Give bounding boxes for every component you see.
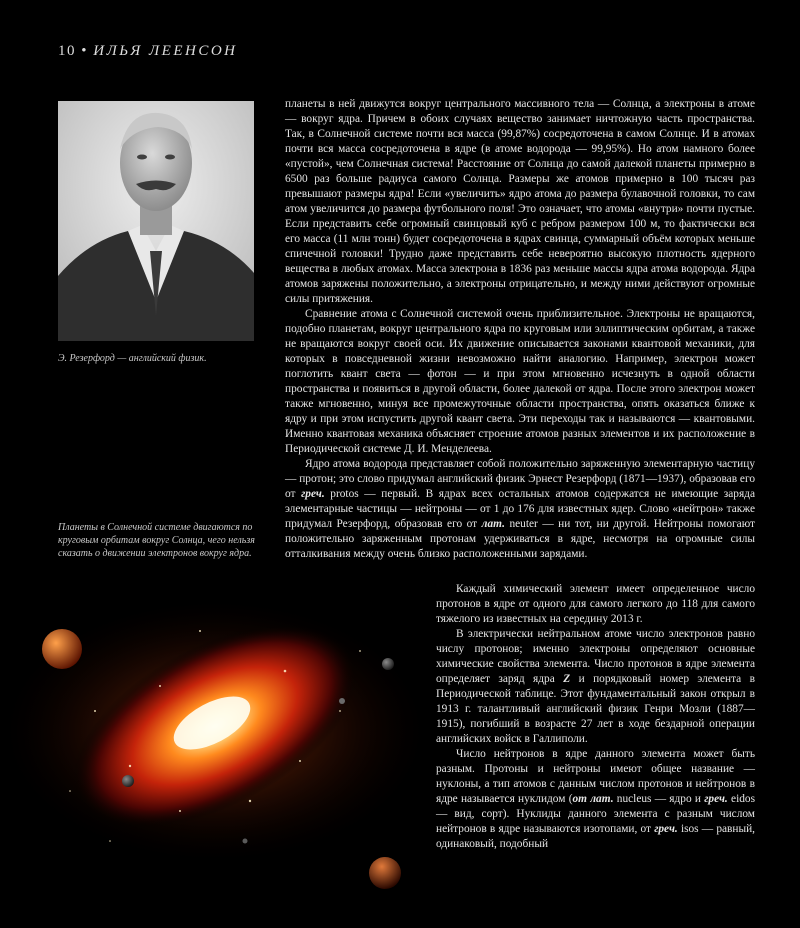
abbr-from-latin: от лат. — [572, 793, 614, 805]
rutherford-portrait — [58, 101, 254, 341]
abbr-latin: лат. — [481, 518, 505, 530]
paragraph: Число нейтронов в ядре данного элемента может быть разным. Протоны и нейтроны имеют общее название — нуклоны, а тип атомов с данным числом протонов и нейтронов в ядре называется нуклидом (от лат. nucleus — ядро и греч. eidos — вид, сорт). Нуклиды данного элемента с разным числом нейтронов в ядре называются изотопами, от греч. isos — равный, одинаковый, подобный — [436, 748, 755, 850]
galaxy-illustration — [0, 591, 420, 928]
paragraph: Ядро атома водорода представляет собой положительно заряженную элементарную частицу — протон; это слово придумал английский физик Эрнест Резерфорд (1871—1937), образовав его от греч. protos — первый. В ядрах всех остальных атомов содержатся не имеющие заряда элементарные частицы — нейтроны — от 1 до 176 для известных ядер. Слово «нейтрон» также придумал Резерфорд, образовав его от лат. neuter — ни тот, ни другой. Нейтроны помогают положительно заряженным протонам удерживаться в ядре, несмотря на огромные силы отталкивания между очень близко расположенными зарядами. — [285, 458, 756, 560]
portrait-caption: Э. Резерфорд — английский физик. — [58, 353, 207, 364]
header-separator: • — [81, 43, 89, 59]
author-name: ИЛЬЯ ЛЕЕНСОН — [93, 43, 238, 59]
main-text-column — [285, 97, 755, 562]
paragraph: В электрически нейтральном атоме число электронов равно числу протонов; именно электроны определяют основные химические свойства элемента. Число протонов в ядре элемента определяет заряд ядра Z и порядковый номер элемента в Периодической таблице. Этот фундаментальный закон открыл в 1913 г. талантливый английский физик Генри Мозли (1887—1915), погибший в возрасте 27 лет в ходе бездарной операции английских войск в Галлиполи. — [436, 628, 756, 745]
running-header — [58, 43, 238, 60]
symbol-z: Z — [563, 673, 571, 685]
page-number: 10 — [58, 43, 76, 59]
paragraph: Сравнение атома с Солнечной системой очень приблизительное. Электроны не вращаются, подобно планетам, вокруг центрального ядра по круговым или эллиптическим орбитам, а также не вращаются вокруг своей оси. Их движение описывается законами квантовой механики, для которых в повседневной жизни невозможно найти аналогию. Например, электрон может поглотить квант света — фотон — и при этом мгновенно исчезнуть в одной области пространства и появиться в другой области, более далекой от ядра. После этого электрон может также мгновенно, минуя все промежуточные области пространства, опять оказаться ближе к ядру и при этом испустить другой квант света. Эти переходы так и называются — квантовыми. Именно квантовая механика объясняет строение атомов разных элементов и их расположение в Периодической системе Д. И. Менделеева. — [285, 308, 755, 455]
abbr-greek: греч. — [301, 488, 325, 500]
galaxy-caption: Планеты в Солнечной системе двигаются по круговым орбитам вокруг Солнца, чего нельзя сказать о движении электронов вокруг ядра. — [58, 522, 255, 559]
abbr-greek: греч. — [654, 823, 678, 835]
narrow-text-column — [436, 582, 755, 852]
paragraph: Каждый химический элемент имеет определенное число протонов в ядре от одного для самого легкого до 118 для самого тяжелого из известных на середину 2013 г. — [436, 583, 755, 625]
paragraph: планеты в ней движутся вокруг центрального массивного тела — Солнца, а электроны в атоме — вокруг ядра. Причем в обоих случаях вещество занимает ничтожную часть пространства. Так, в Солнечной системе почти вся масса (99,87%) сосредоточена в самом Солнце. И в атомах почти вся масса сосредоточена в ядре (в атоме водорода — 99,95%). Но атом намного более «пустой», чем Солнечная система! Расстояние от Солнца до самой далекой планеты примерно в 6500 раз больше радиуса самого Солнца. Размеры же атомов примерно в 100 тысяч раз превышают размеры ядра! Если «увеличить» ядро атома до размера булавочной головки, то сам атом увеличится до размера футбольного поля! Это означает, что атомы «внутри» почти пустые. Если представить себе огромный свинцовый куб с ребром размером 100 м, то фактически вся его масса (11 млн тонн) будет сосредоточена в ядрах свинца, суммарный объём которых меньше спичечной головки! Трудно даже представить себе невероятно высокую плотность ядерного вещества в любых атомах. Масса электрона в 1836 раз меньше массы ядра атома водорода. Ядра атомов заряжены положительно, а электроны отрицательно, и между ними действуют огромные силы притяжения. — [285, 98, 755, 305]
abbr-greek: греч. — [704, 793, 728, 805]
